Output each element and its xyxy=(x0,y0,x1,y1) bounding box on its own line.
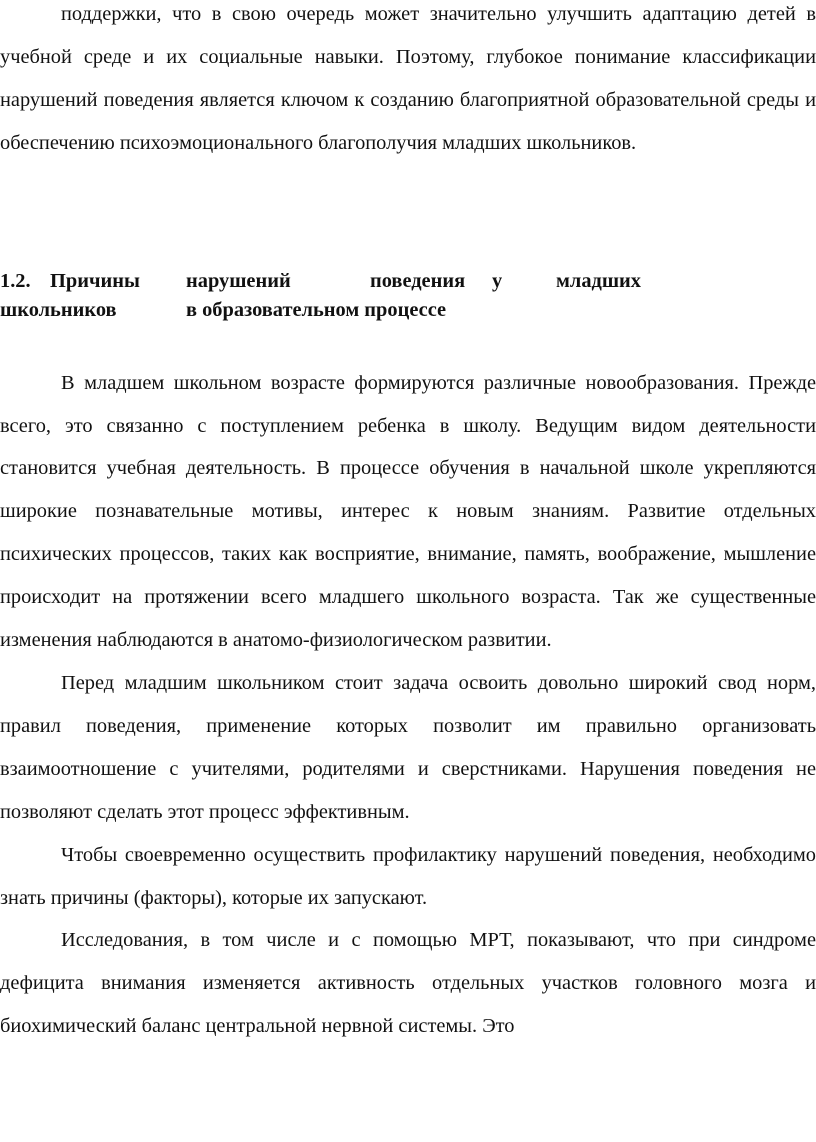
paragraph-continued: поддержки, что в свою очередь может значительно улучшить адаптацию детей в учебной среде и их социальные навыки. Поэтому, глубокое понимание классификации нарушений поведения является ключом к созданию благоприятной образовательной среды и обеспечению психоэмоционального благополучия младших школьников. xyxy=(0,3,816,154)
heading-number: 1.2. xyxy=(0,269,31,292)
heading-word: школьников xyxy=(0,298,117,321)
heading-word: нарушений xyxy=(186,269,291,292)
paragraph: Перед младшим школьником стоит задача освоить довольно широкий свод норм, правил поведения, применение которых позволит им правильно организовать взаимоотношение с учителями, родителями и сверстниками. Нарушения поведения не позволяют сделать этот процесс эффективным. xyxy=(0,671,816,823)
spacer xyxy=(0,165,816,267)
paragraph: В младшем школьном возрасте формируются различные новообразования. Прежде всего, это связанно с поступлением ребенка в школу. Ведущим видом деятельности становится учебная деятельность. В процессе обучения в начальной школе укрепляются широкие познавательные мотивы, интерес к новым знаниям. Развитие отдельных психических процессов, таких как восприятие, внимание, память, воображение, мышление происходит на протяжении всего младшего школьного возраста. Так же существенные изменения наблюдаются в анатомо-физиологическом развитии. xyxy=(0,371,816,652)
heading-word: поведения xyxy=(370,269,466,292)
heading-word: у xyxy=(492,269,503,292)
spacer xyxy=(0,325,816,362)
section-heading xyxy=(0,267,816,325)
heading-word: младших xyxy=(556,269,641,292)
paragraph: Исследования, в том числе и с помощью МРТ, показывают, что при синдроме дефицита внимания изменяется активность отдельных участков головного мозга и биохимический баланс центральной нервной системы. Это xyxy=(0,929,816,1038)
heading-word: Причины xyxy=(50,269,140,292)
paragraph: Чтобы своевременно осуществить профилактику нарушений поведения, необходимо знать причины (факторы), которые их запускают. xyxy=(0,843,816,909)
heading-word: в образовательном процессе xyxy=(186,298,447,321)
